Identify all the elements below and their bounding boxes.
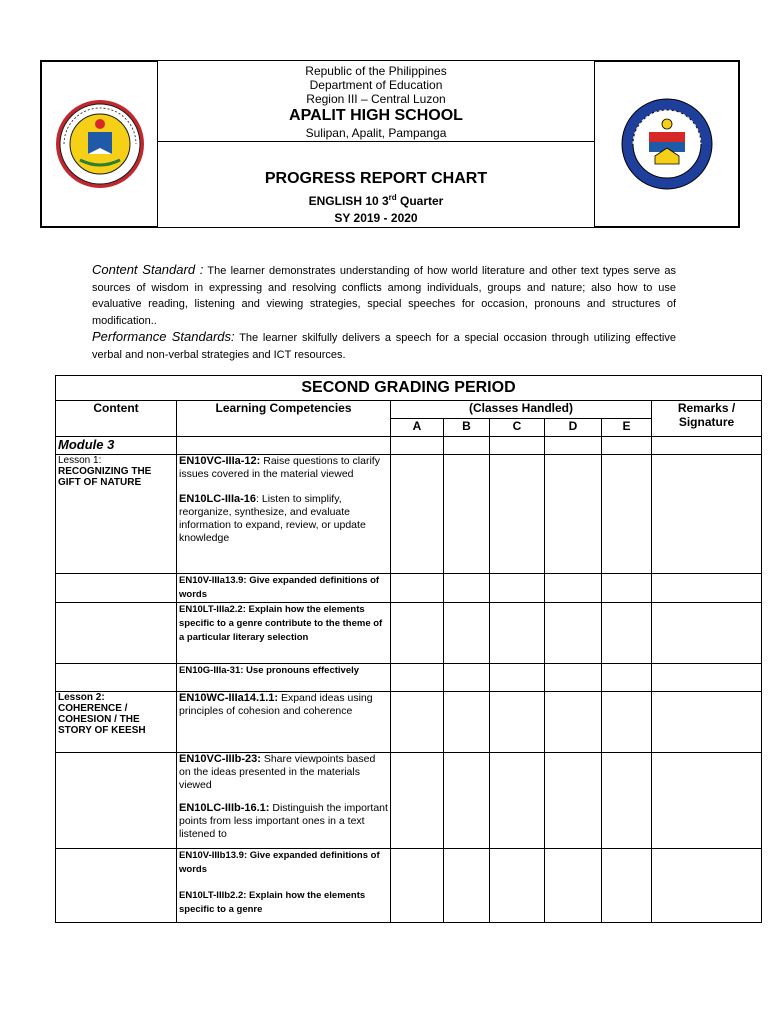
grade-cell[interactable] (545, 603, 602, 664)
grade-cell[interactable] (545, 455, 602, 574)
remarks-cell[interactable] (652, 849, 762, 923)
subject-quarter (158, 189, 594, 210)
remarks-cell[interactable] (652, 753, 762, 849)
left-logo-cell (41, 61, 158, 227)
remarks-cell[interactable] (652, 664, 762, 692)
class-b: B (444, 419, 490, 437)
lesson-cell (56, 692, 177, 753)
school-year: SY 2019 - 2020 (334, 211, 418, 225)
competency-text: Share viewpoints based on the ideas presented in the materials viewed (179, 753, 376, 791)
module-label: Module 3 (56, 437, 177, 455)
grade-cell[interactable] (490, 753, 545, 849)
deped-seal-icon (54, 98, 146, 190)
competency-text: Distinguish the important points from less important ones in a text listened to (179, 802, 388, 840)
competency-code: EN10LT-IIIa2.2: (179, 604, 246, 615)
competency-code: EN10V-IIIa13.9: (179, 575, 247, 586)
table-row (56, 664, 762, 692)
grade-cell[interactable] (545, 692, 602, 753)
empty-cell (444, 437, 490, 455)
competency-cell (177, 574, 391, 603)
competency-code: EN10LC-IIIa-16 (179, 493, 257, 505)
competency-text: Give expanded definitions of words (179, 575, 380, 600)
lesson-cell (56, 753, 177, 849)
grade-cell[interactable] (602, 692, 652, 753)
competency-code: EN10WC-IIIa14.1.1: (179, 692, 279, 704)
period-row (56, 376, 762, 401)
empty-cell (177, 437, 391, 455)
table-row (56, 574, 762, 603)
competency-text: Use pronouns effectively (243, 665, 360, 676)
grade-cell[interactable] (490, 455, 545, 574)
grade-cell[interactable] (444, 664, 490, 692)
grade-cell[interactable] (602, 603, 652, 664)
republic-line: Republic of the Philippines (305, 64, 447, 78)
quarter-text: Quarter (396, 194, 444, 208)
ordinal-suffix: rd (388, 193, 397, 202)
report-title-block (158, 141, 594, 227)
grade-cell[interactable] (444, 849, 490, 923)
lesson-cell (56, 849, 177, 923)
competency-cell (177, 849, 391, 923)
performance-standard (92, 329, 676, 363)
competency-code: EN10LC-IIIb-16.1: (179, 802, 270, 814)
progress-table (55, 375, 762, 923)
content-standard-text: The learner demonstrates understanding of how world literature and other text types serve as sources of wisdom in expressing and resolving conflicts among individuals, groups and nature; also how to use evaluative reading, listening and viewing strategies, special speeches for occasion, pronouns and structures of modification.. (92, 265, 676, 327)
class-c: C (490, 419, 545, 437)
report-title: PROGRESS REPORT CHART (264, 170, 488, 187)
competency-text: Give expanded definitions of words (179, 850, 380, 875)
competency-code: EN10G-IIIa-31: (179, 665, 244, 676)
standards-block (92, 262, 676, 363)
grade-cell[interactable] (391, 849, 444, 923)
competency-cell (177, 603, 391, 664)
class-a: A (391, 419, 444, 437)
remarks-header: Remarks / Signature (652, 401, 762, 437)
subject-text: ENGLISH 10 3 (308, 194, 389, 208)
class-e: E (602, 419, 652, 437)
column-header-row (56, 401, 762, 419)
classes-handled-header: (Classes Handled) (391, 401, 652, 419)
grade-cell[interactable] (602, 664, 652, 692)
competency-cell (177, 455, 391, 574)
table-row (56, 692, 762, 753)
grade-cell[interactable] (444, 574, 490, 603)
grade-cell[interactable] (444, 603, 490, 664)
grade-cell[interactable] (545, 574, 602, 603)
grade-cell[interactable] (490, 664, 545, 692)
lesson-cell (56, 603, 177, 664)
competency (179, 753, 388, 792)
competency-text: Explain how the elements specific to a genre contribute to the theme of a particular literary selection (179, 604, 383, 643)
competency (179, 493, 388, 545)
table-row (56, 455, 762, 574)
competency-code: EN10VC-IIIb-23: (179, 753, 261, 765)
grade-cell[interactable] (391, 692, 444, 753)
competency-cell (177, 664, 391, 692)
lesson-number: Lesson 1: (58, 455, 102, 466)
right-logo-cell (594, 61, 739, 227)
grade-cell[interactable] (391, 664, 444, 692)
performance-standard-text: The learner skilfully delivers a speech for a special occasion through utilizing effective verbal and non-verbal strategies and ICT resources. (92, 332, 676, 361)
grade-cell[interactable] (490, 692, 545, 753)
content-standard-label: Content Standard : (92, 262, 204, 277)
competencies-header: Learning Competencies (177, 401, 391, 437)
department-line: Department of Education (309, 78, 443, 92)
grade-cell[interactable] (602, 455, 652, 574)
competency (179, 849, 388, 877)
grade-cell[interactable] (444, 753, 490, 849)
empty-cell (602, 437, 652, 455)
content-header: Content (56, 401, 177, 437)
school-name: APALIT HIGH SCHOOL (289, 107, 463, 124)
lesson-cell (56, 574, 177, 603)
lesson-cell (56, 455, 177, 574)
grade-cell[interactable] (602, 574, 652, 603)
grade-cell[interactable] (391, 574, 444, 603)
class-d: D (545, 419, 602, 437)
grade-cell[interactable] (490, 574, 545, 603)
grade-cell[interactable] (391, 455, 444, 574)
empty-cell (545, 437, 602, 455)
grade-cell[interactable] (444, 455, 490, 574)
empty-cell (490, 437, 545, 455)
competency-text: Explain how the elements specific to a genre (179, 890, 366, 915)
remarks-cell[interactable] (652, 692, 762, 753)
competency-code: EN10LT-IIIb2.2: (179, 890, 247, 901)
competency-text: Raise questions to clarify issues covered in the material viewed (179, 455, 380, 480)
header-center (158, 61, 594, 227)
competency (179, 802, 388, 841)
competency-code: EN10VC-IIIa-12: (179, 455, 261, 467)
school-address: Sulipan, Apalit, Pampanga (305, 126, 447, 140)
lesson-cell (56, 664, 177, 692)
table-row (56, 753, 762, 849)
region-line: Region III – Central Luzon (306, 92, 446, 106)
grading-period-title: SECOND GRADING PERIOD (56, 376, 762, 401)
grade-cell[interactable] (545, 849, 602, 923)
performance-standard-label: Performance Standards: (92, 329, 235, 344)
grade-cell[interactable] (391, 753, 444, 849)
table-row (56, 603, 762, 664)
grade-cell[interactable] (444, 692, 490, 753)
table-row (56, 849, 762, 923)
header-frame (40, 60, 740, 228)
remarks-cell[interactable] (652, 455, 762, 574)
grade-cell[interactable] (490, 603, 545, 664)
competency-text: : Listen to simplify, reorganize, synthesize, and evaluate information to expand, review, or update knowledge (179, 493, 366, 544)
lesson-number: Lesson 2: (58, 692, 105, 703)
grade-cell[interactable] (602, 849, 652, 923)
institution-block (158, 61, 594, 142)
grade-cell[interactable] (545, 753, 602, 849)
competency-cell (177, 753, 391, 849)
competency-cell (177, 692, 391, 753)
content-standard (92, 262, 676, 329)
competency (179, 455, 388, 481)
empty-cell (391, 437, 444, 455)
grade-cell[interactable] (602, 753, 652, 849)
competency-text: Expand ideas using principles of cohesion and coherence (179, 692, 373, 717)
lesson-title: COHERENCE / COHESION / THE STORY OF KEESH (58, 703, 146, 736)
remarks-cell[interactable] (652, 574, 762, 603)
apalit-high-school-seal-icon (619, 96, 715, 192)
lesson-title: RECOGNIZING THE GIFT OF NATURE (58, 466, 152, 488)
grade-cell[interactable] (545, 664, 602, 692)
competency-code: EN10V-IIIb13.9: (179, 850, 248, 861)
grade-cell[interactable] (490, 849, 545, 923)
module-row (56, 437, 762, 455)
empty-cell (652, 437, 762, 455)
grade-cell[interactable] (391, 603, 444, 664)
competency (179, 889, 388, 917)
remarks-cell[interactable] (652, 603, 762, 664)
